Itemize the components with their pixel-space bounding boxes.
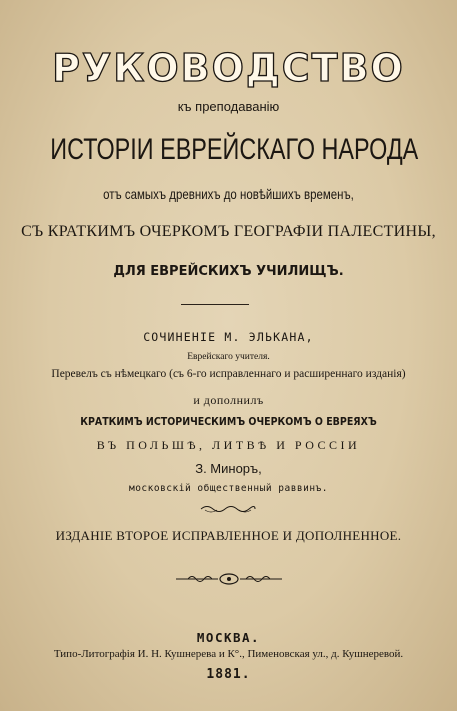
subtitle-line-4: СЪ КРАТКИМЪ ОЧЕРКОМЪ ГЕОГРАФІИ ПАЛЕСТИНЫ,	[21, 223, 436, 240]
edition-line: ИЗДАНІЕ ВТОРОЕ ИСПРАВЛЕННОЕ И ДОПОЛНЕННОЕ.	[55, 528, 402, 543]
subtitle-line-3: отъ самыхъ древнихъ до новѣйшихъ временъ,	[103, 186, 354, 202]
author-line: СОЧИНЕНІЕ М. ЭЛЬКАНА,	[143, 330, 314, 344]
translation-line: Перевелъ съ нѣмецкаго (съ 6-го исправленнаго и расширеннаго изданія)	[51, 368, 406, 380]
regions-line: ВЪ ПОЛЬШѢ, ЛИТВѢ И РОССІИ	[96, 438, 361, 452]
decorative-ornament	[174, 572, 284, 586]
addition-line: и дополнилъ	[193, 393, 264, 407]
translator-name: З. Миноръ,	[195, 461, 262, 476]
essay-line: КРАТКИМЪ ИСТОРИЧЕСКИМЪ ОЧЕРКОМЪ О ЕВРЕЯХЪ	[80, 415, 377, 428]
translator-role: московскій общественный раввинъ.	[128, 483, 329, 494]
subtitle-line-1: къ преподаванію	[177, 99, 280, 114]
printer-line: Типо-Литографія И. Н. Кушнерева и К°., Пименовская ул., д. Кушнеревой.	[53, 648, 404, 660]
subtitle-main: ИСТОРІИ ЕВРЕЙСКАГО НАРОДА	[50, 133, 419, 166]
year: 1881.	[206, 667, 251, 682]
small-ornament	[199, 504, 257, 514]
city: МОСКВА.	[196, 630, 261, 645]
divider-rule	[181, 304, 249, 305]
author-role: Еврейскаго учителя.	[187, 352, 270, 362]
book-title: РУКОВОДСТВО	[52, 46, 405, 90]
audience-line: ДЛЯ ЕВРЕЙСКИХЪ УЧИЛИЩЪ.	[113, 264, 344, 279]
